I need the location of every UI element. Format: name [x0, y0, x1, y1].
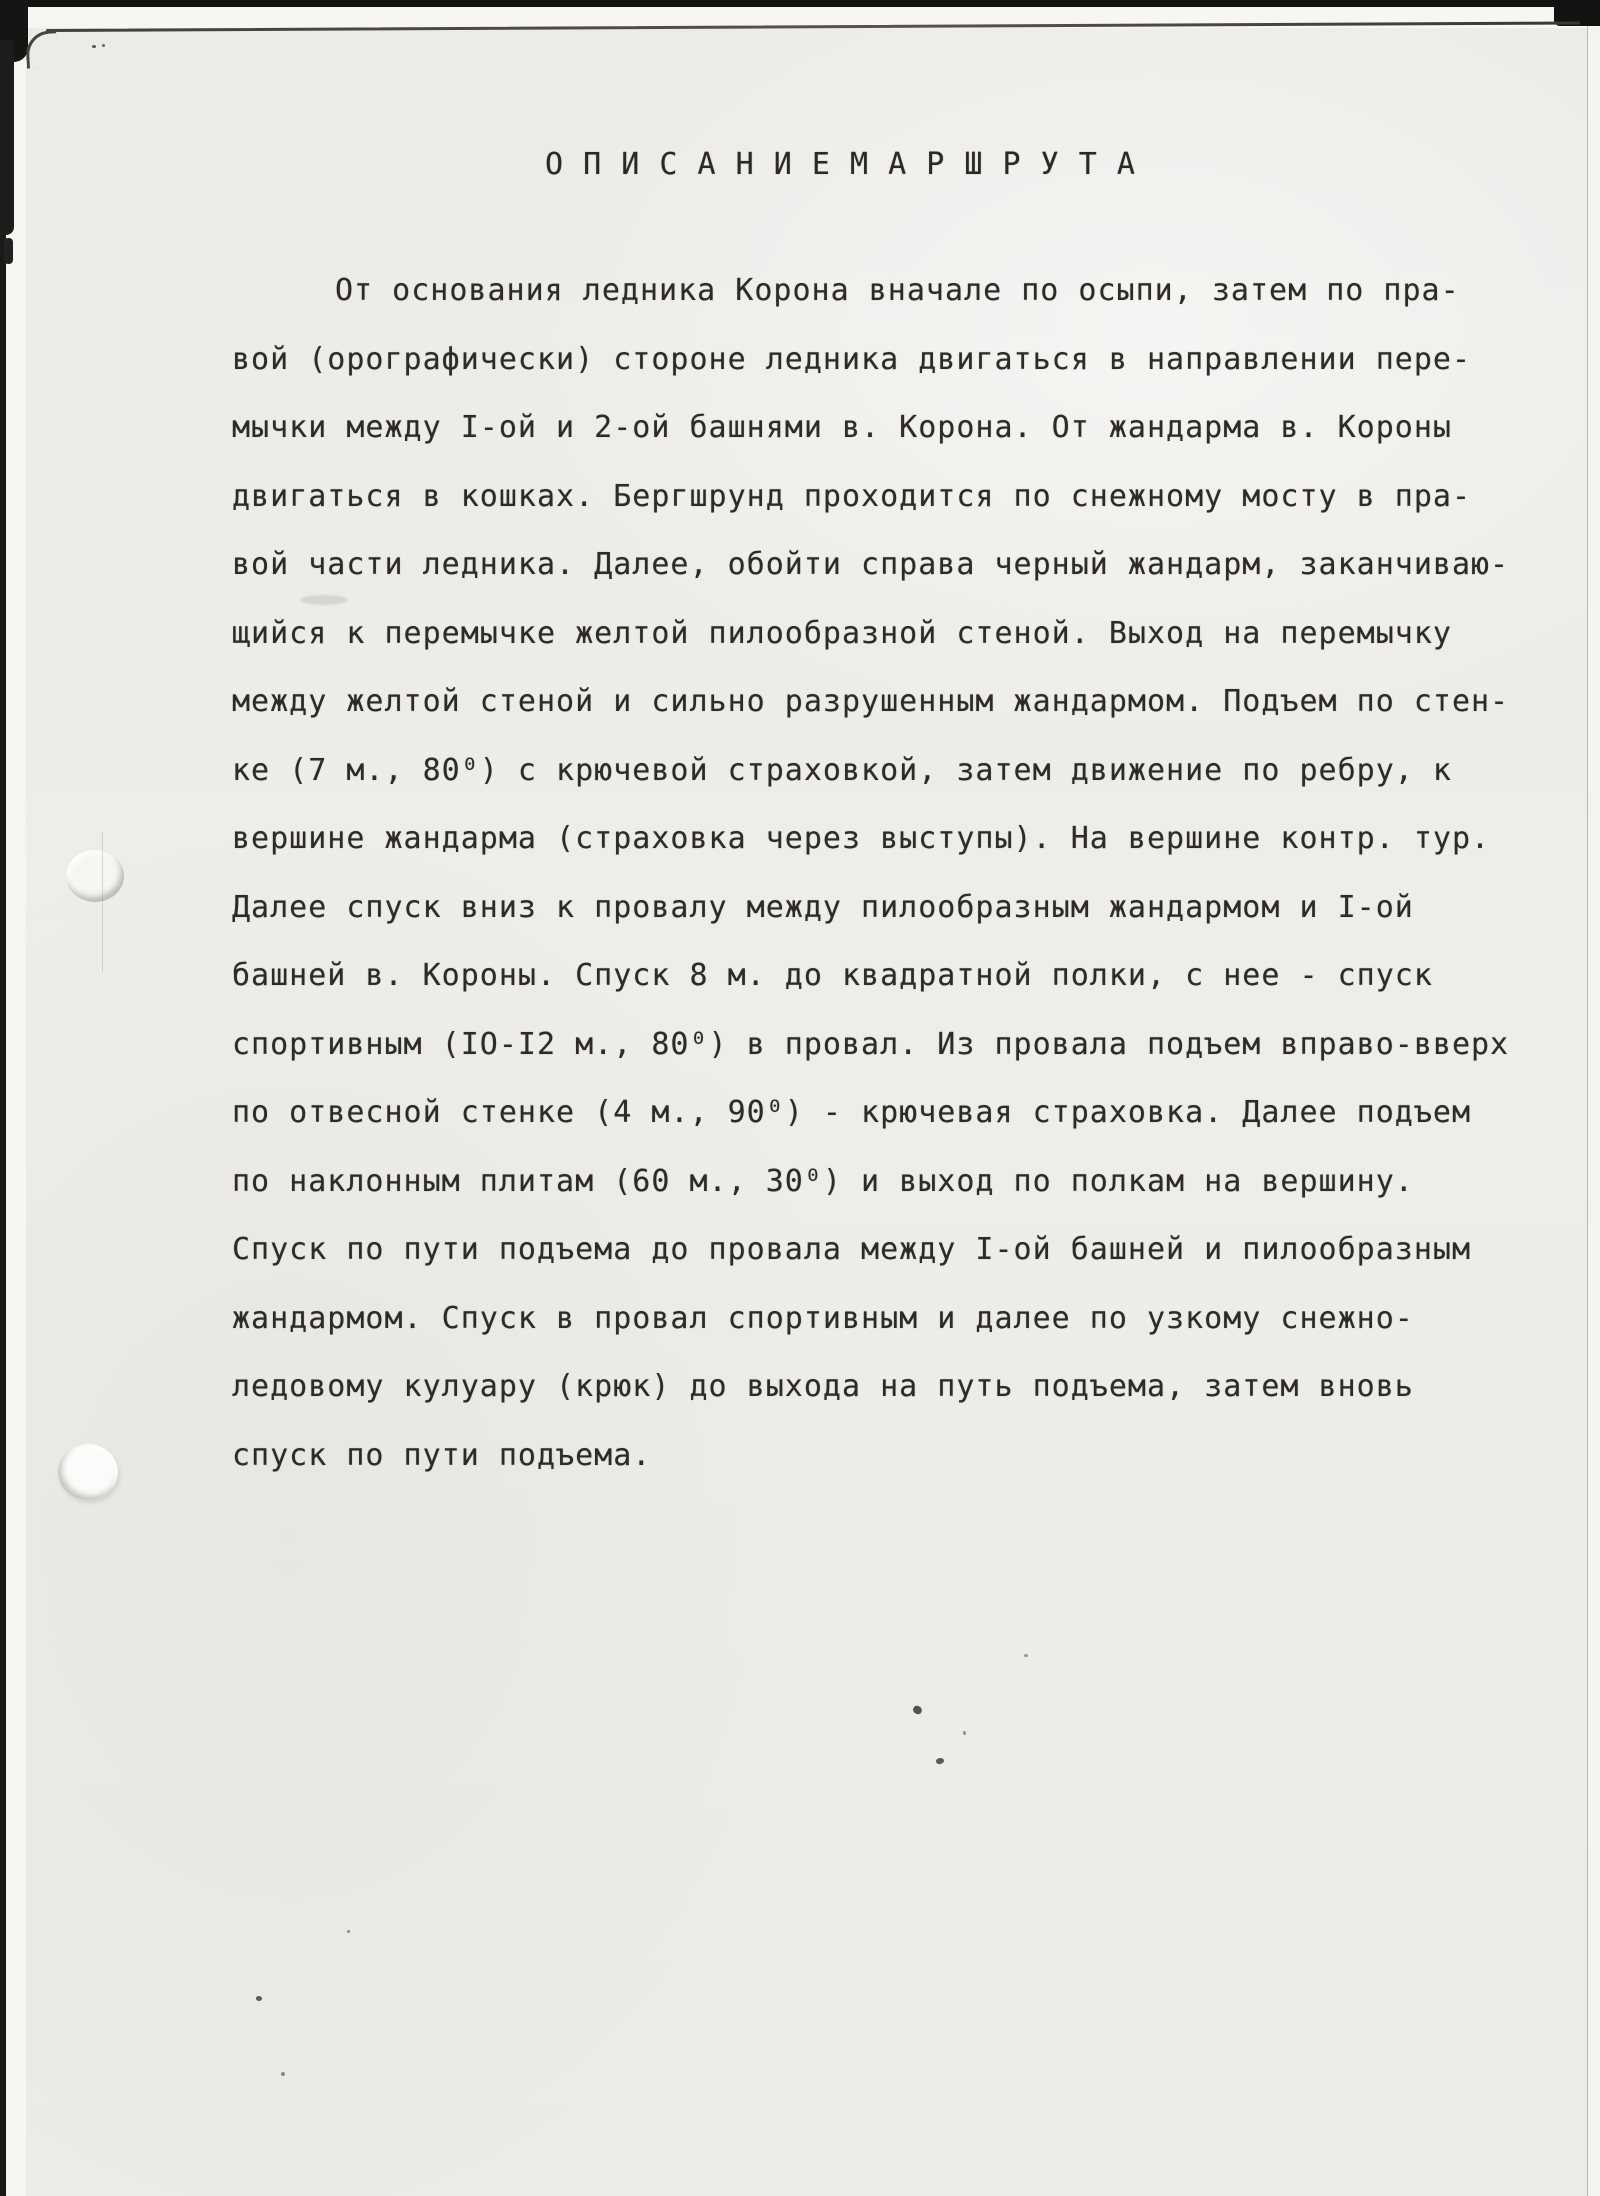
text-line: двигаться в кошках. Бергшрунд проходится по снежному мосту в пра-: [232, 478, 1471, 514]
under-sheet-edge-left: [6, 7, 26, 2196]
ink-speck: [347, 1930, 350, 1933]
text-line: Спуск по пути подъема до провала между I-ой башней и пилообразным: [232, 1232, 1471, 1267]
text-line: вой части ледника. Далее, обойти справа черный жандарм, заканчиваю-: [232, 547, 1510, 582]
text-line: Далее спуск вниз к провалу между пилообразным жандармом и I-ой: [232, 889, 1414, 925]
hole-punch: [66, 850, 124, 902]
text-line: ледовому кулуару (крюк) до выхода на путь подъема, затем вновь: [232, 1369, 1414, 1404]
ink-speck: [256, 1996, 262, 2001]
page-corner-curve: [25, 30, 58, 69]
text-line: по отвесной стенке (4 м., 90⁰) - крючевая страховка. Далее подъем: [232, 1095, 1471, 1130]
scan-edge-top: [0, 0, 1600, 7]
text-line: щийся к перемычке желтой пилообразной стеной. Выход на перемычку: [232, 615, 1452, 651]
text-line: жандармом. Спуск в провал спортивным и далее по узкому снежно-: [232, 1300, 1414, 1336]
ink-speck: [102, 44, 105, 47]
document-title: О П И С А Н И Е М А Р Ш Р У Т А: [545, 147, 1136, 182]
text-line: вершине жандарма (страховка через выступы). На вершине контр. тур.: [232, 821, 1491, 856]
scan-corner-top-left-blob: [4, 238, 13, 264]
text-line: спуск по пути подъема.: [232, 1437, 652, 1473]
ink-speck: [963, 1731, 966, 1735]
ink-speck: [281, 2072, 285, 2076]
text-line: между желтой стеной и сильно разрушенным жандармом. Подъем по стен-: [232, 684, 1510, 719]
under-sheet-edge-right: [1587, 26, 1600, 2196]
scan-edge-left: [0, 0, 6, 2196]
ink-speck: [912, 1704, 924, 1715]
paper-crease: [102, 832, 103, 972]
scan-corner-top-left-tail: [0, 40, 14, 235]
text-line: по наклонным плитам (60 м., 30⁰) и выход по полкам на вершину.: [232, 1163, 1414, 1199]
ink-speck: [92, 45, 96, 48]
route-description-text: [232, 257, 1572, 1490]
text-line: башней в. Короны. Спуск 8 м. до квадратной полки, с нее - спуск: [232, 958, 1433, 993]
hole-punch: [58, 1444, 118, 1500]
ink-speck: [1024, 1654, 1028, 1657]
ink-speck: [935, 1757, 944, 1765]
text-line: вой (орографически) стороне ледника двигаться в направлении пере-: [232, 341, 1471, 377]
text-line: ке (7 м., 80⁰) с крючевой страховкой, затем движение по ребру, к: [232, 752, 1452, 788]
text-line: спортивным (IO-I2 м., 80⁰) в провал. Из провала подъем вправо-вверх: [232, 1026, 1510, 1062]
text-line: От основания ледника Корона вначале по осыпи, затем по пра-: [335, 273, 1460, 308]
text-line: мычки между I-ой и 2-ой башнями в. Корона. От жандарма в. Короны: [232, 410, 1452, 445]
